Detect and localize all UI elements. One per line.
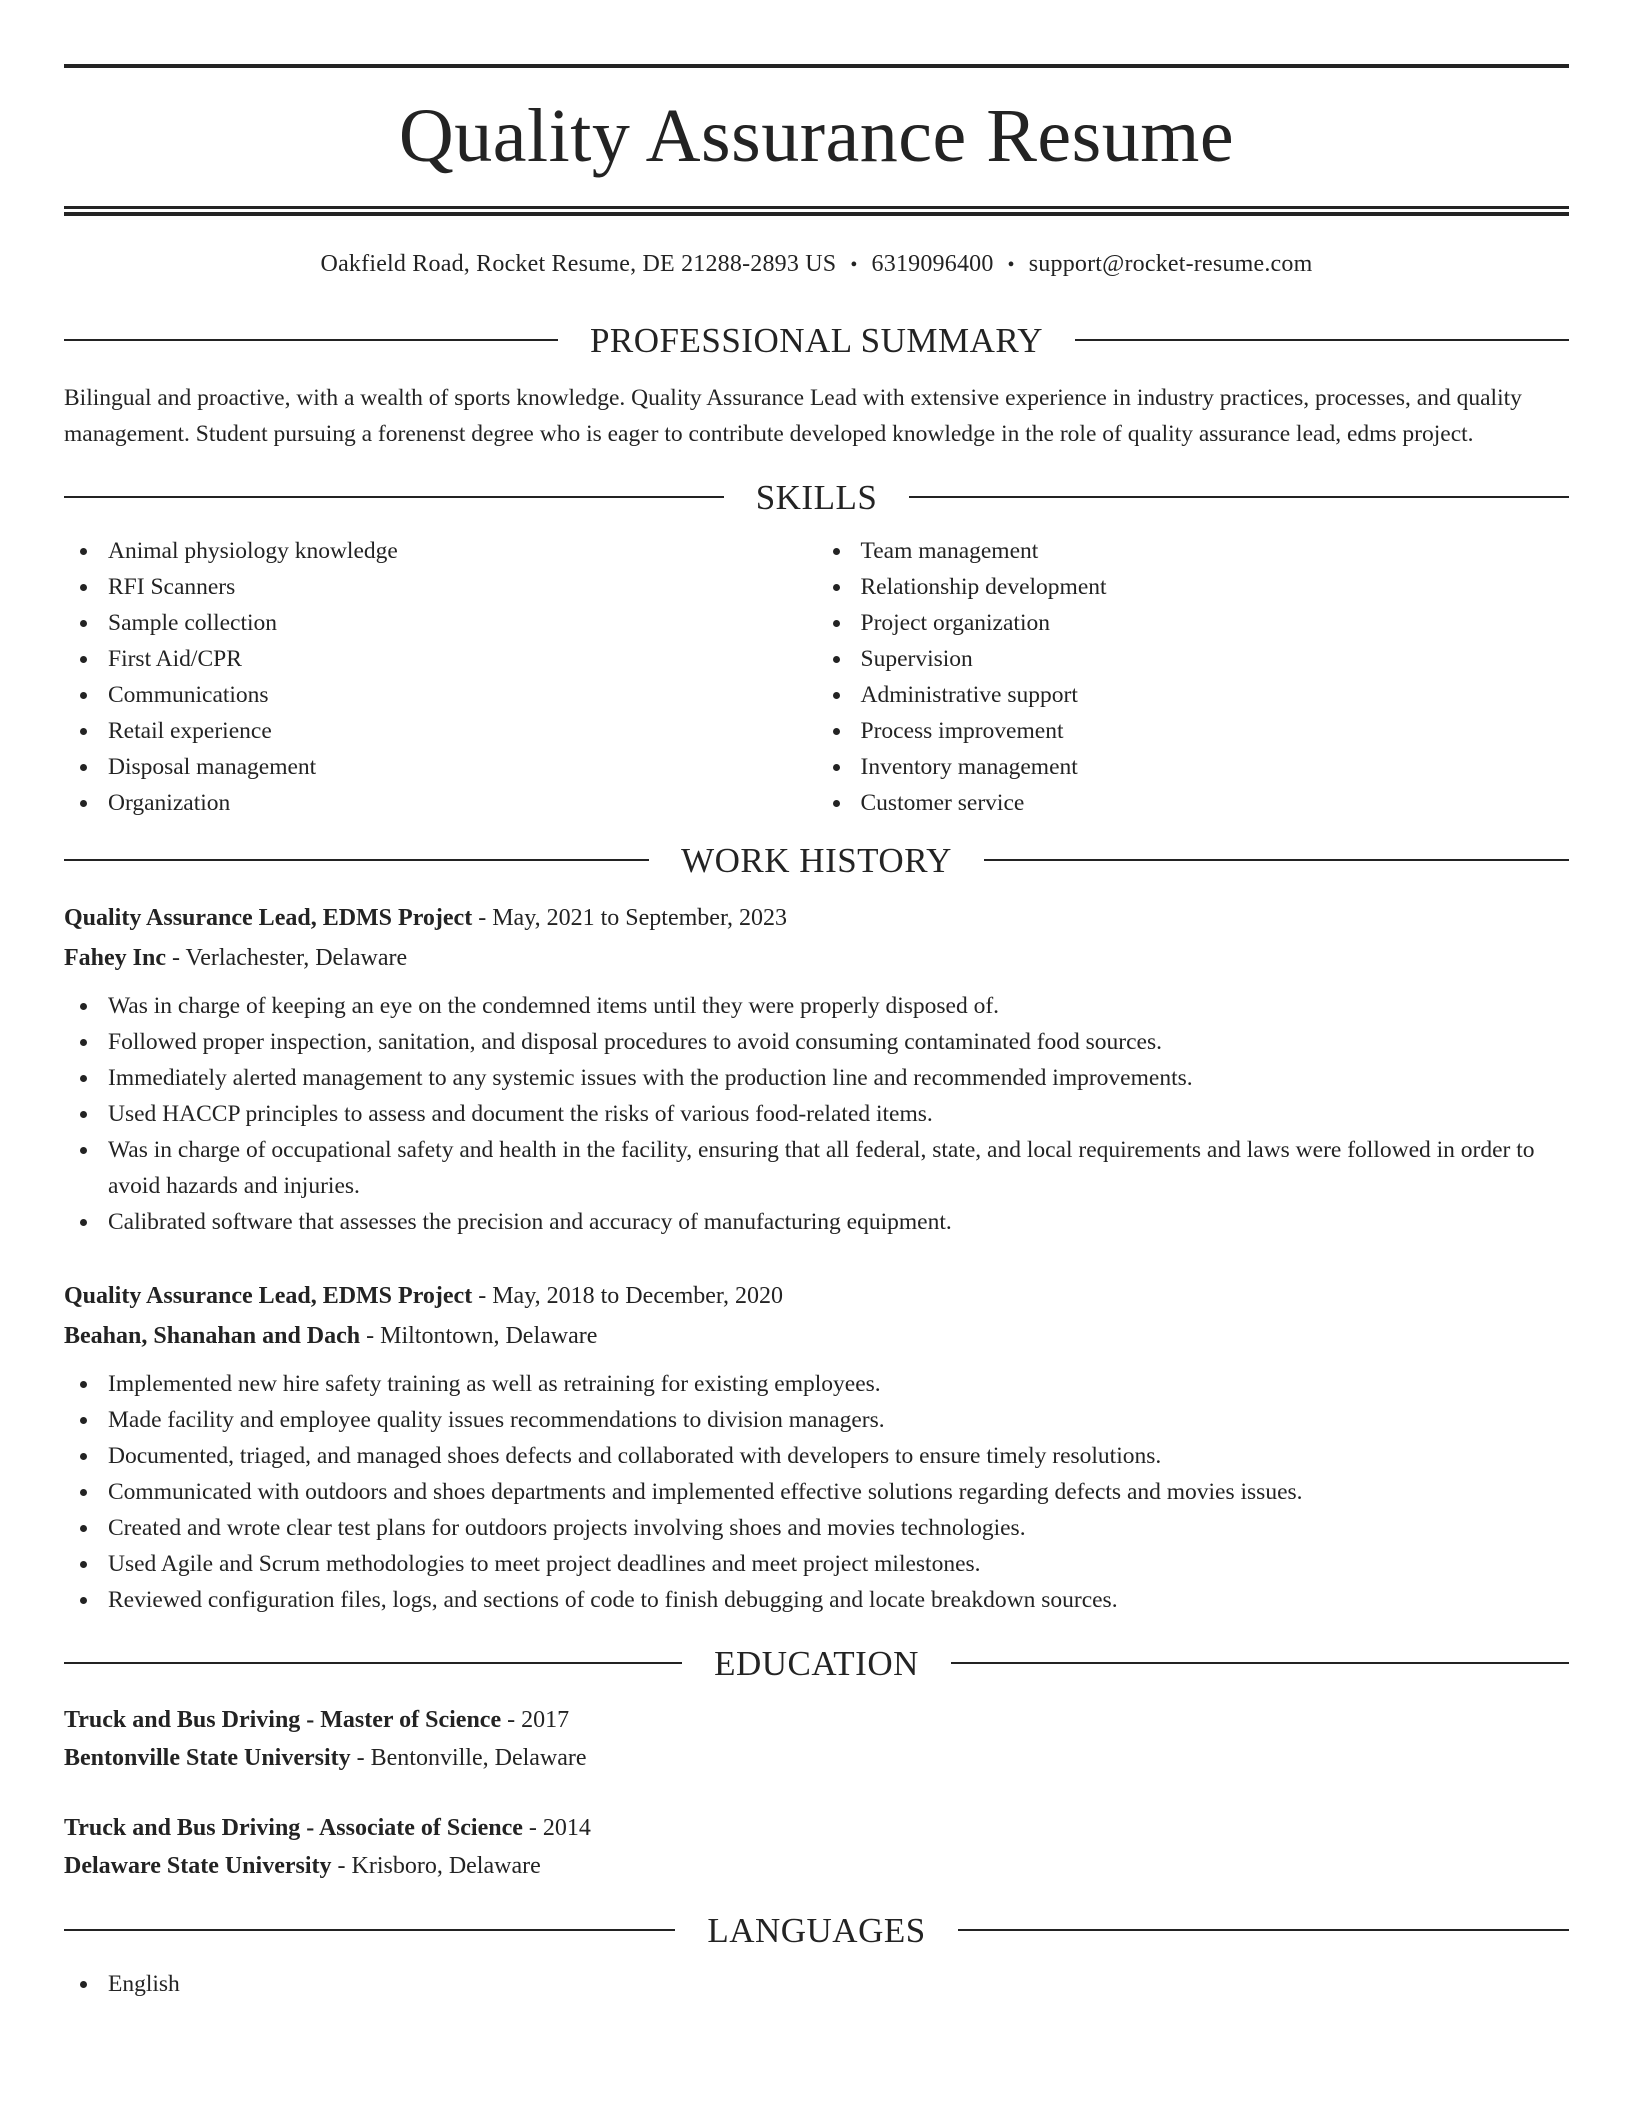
heading-rule [64, 859, 649, 861]
job-title: Quality Assurance Lead, EDMS Project [64, 904, 473, 931]
heading-rule [1075, 339, 1569, 341]
section-title: WORK HISTORY [681, 840, 952, 880]
job-title-line [64, 898, 1569, 938]
skill-item: Administrative support [861, 677, 1570, 713]
heading-rule [64, 339, 558, 341]
heading-rule [958, 1929, 1569, 1931]
job-bullet: Used HACCP principles to assess and document the risks of various food-related items. [108, 1096, 1569, 1132]
education-year: - 2017 [501, 1706, 570, 1733]
job-bullet: Implemented new hire safety training as well as retraining for existing employees. [108, 1366, 1569, 1402]
job-bullet: Used Agile and Scrum methodologies to meet project deadlines and meet project milestones. [108, 1546, 1569, 1582]
languages-list [64, 1966, 1569, 2002]
job-bullet: Documented, triaged, and managed shoes defects and collaborated with developers to ensure timely resolutions. [108, 1438, 1569, 1474]
job-bullet: Reviewed configuration files, logs, and sections of code to finish debugging and locate breakdown sources. [108, 1582, 1569, 1618]
skill-item: RFI Scanners [108, 569, 817, 605]
heading-rule [64, 496, 724, 498]
skill-item: First Aid/CPR [108, 641, 817, 677]
education-school-line [64, 1739, 1569, 1777]
heading-rule [951, 1662, 1569, 1664]
job-bullet: Followed proper inspection, sanitation, and disposal procedures to avoid consuming contaminated food sources. [108, 1024, 1569, 1060]
skill-item: Organization [108, 785, 817, 821]
education-degree: Truck and Bus Driving - Associate of Science [64, 1814, 523, 1841]
job-company: Beahan, Shanahan and Dach [64, 1322, 361, 1349]
section-title: PROFESSIONAL SUMMARY [589, 320, 1044, 360]
education-degree: Truck and Bus Driving - Master of Science [64, 1706, 502, 1733]
education-school: Bentonville State University [64, 1744, 351, 1771]
skill-item: Project organization [861, 605, 1570, 641]
skills-column-left [64, 533, 817, 821]
job-bullet: Made facility and employee quality issues recommendations to division managers. [108, 1402, 1569, 1438]
skill-item: Inventory management [861, 749, 1570, 785]
skills-column-right [817, 533, 1570, 821]
section-heading-languages [64, 1910, 1569, 1950]
heading-rule [64, 1929, 675, 1931]
heading-rule [909, 496, 1569, 498]
skill-item: Process improvement [861, 713, 1570, 749]
contact-line [64, 250, 1569, 279]
contact-phone: 6319096400 [871, 251, 994, 277]
skills-list [64, 533, 1569, 821]
job-company: Fahey Inc [64, 944, 166, 971]
resume-title: Quality Assurance Resume [398, 94, 1235, 178]
job-title: Quality Assurance Lead, EDMS Project [64, 1282, 473, 1309]
job-entry [64, 1276, 1569, 1618]
job-dates: - May, 2021 to September, 2023 [472, 904, 787, 931]
skill-item: Customer service [861, 785, 1570, 821]
job-company-line [64, 1316, 1569, 1356]
top-rule [64, 64, 1569, 68]
job-bullet: Communicated with outdoors and shoes departments and implemented effective solutions regarding defects and movies issues. [108, 1474, 1569, 1510]
education-entry [64, 1701, 1569, 1777]
contact-separator: • [850, 254, 858, 276]
job-company-line [64, 938, 1569, 978]
skill-item: Communications [108, 677, 817, 713]
job-dates: - May, 2018 to December, 2020 [472, 1282, 783, 1309]
summary-text: Bilingual and proactive, with a wealth of sports knowledge. Quality Assurance Lead with extensive experience in industry practices, processes, and quality management. Student pursuing a forenenst degree who is eager to contribute developed knowledge in the role of quality assurance lead, edms project. [64, 384, 1522, 447]
contact-separator: • [1007, 254, 1015, 276]
skill-item: Animal physiology knowledge [108, 533, 817, 569]
education-location: - Bentonville, Delaware [350, 1744, 587, 1771]
resume-page [64, 64, 1569, 2002]
skill-item: Relationship development [861, 569, 1570, 605]
title-double-rule [64, 206, 1569, 216]
job-location: - Miltontown, Delaware [360, 1322, 598, 1349]
skill-item: Supervision [861, 641, 1570, 677]
job-bullets [64, 1366, 1569, 1618]
section-title: SKILLS [755, 477, 878, 517]
heading-rule [64, 1662, 682, 1664]
contact-email: support@rocket-resume.com [1028, 251, 1313, 277]
education-degree-line [64, 1809, 1569, 1847]
section-heading-education [64, 1643, 1569, 1683]
job-bullet: Immediately alerted management to any systemic issues with the production line and recommended improvements. [108, 1060, 1569, 1096]
skill-item: Retail experience [108, 713, 817, 749]
job-entry [64, 898, 1569, 1240]
section-title: EDUCATION [714, 1643, 919, 1683]
education-school-line [64, 1847, 1569, 1885]
skill-item: Disposal management [108, 749, 817, 785]
section-heading-summary [64, 320, 1569, 360]
job-bullet: Was in charge of keeping an eye on the condemned items until they were properly disposed of. [108, 988, 1569, 1024]
education-degree-line [64, 1701, 1569, 1739]
education-location: - Krisboro, Delaware [331, 1852, 541, 1879]
section-title: LANGUAGES [707, 1910, 926, 1950]
job-bullets [64, 988, 1569, 1240]
contact-address: Oakfield Road, Rocket Resume, DE 21288-2893 US [320, 251, 837, 277]
heading-rule [984, 859, 1569, 861]
language-bullets [64, 1966, 1569, 2002]
job-bullet: Calibrated software that assesses the precision and accuracy of manufacturing equipment. [108, 1204, 1569, 1240]
education-entry [64, 1809, 1569, 1885]
section-heading-work [64, 840, 1569, 880]
job-bullet: Created and wrote clear test plans for outdoors projects involving shoes and movies technologies. [108, 1510, 1569, 1546]
section-heading-skills [64, 477, 1569, 517]
education-year: - 2014 [522, 1814, 591, 1841]
job-location: - Verlachester, Delaware [166, 944, 408, 971]
language-item: English [108, 1966, 1569, 2002]
skill-item: Sample collection [108, 605, 817, 641]
education-school: Delaware State University [64, 1852, 332, 1879]
skill-item: Team management [861, 533, 1570, 569]
job-title-line [64, 1276, 1569, 1316]
job-bullet: Was in charge of occupational safety and health in the facility, ensuring that all federal, state, and local requirements and laws were followed in order to avoid hazards and injuries. [108, 1132, 1569, 1204]
